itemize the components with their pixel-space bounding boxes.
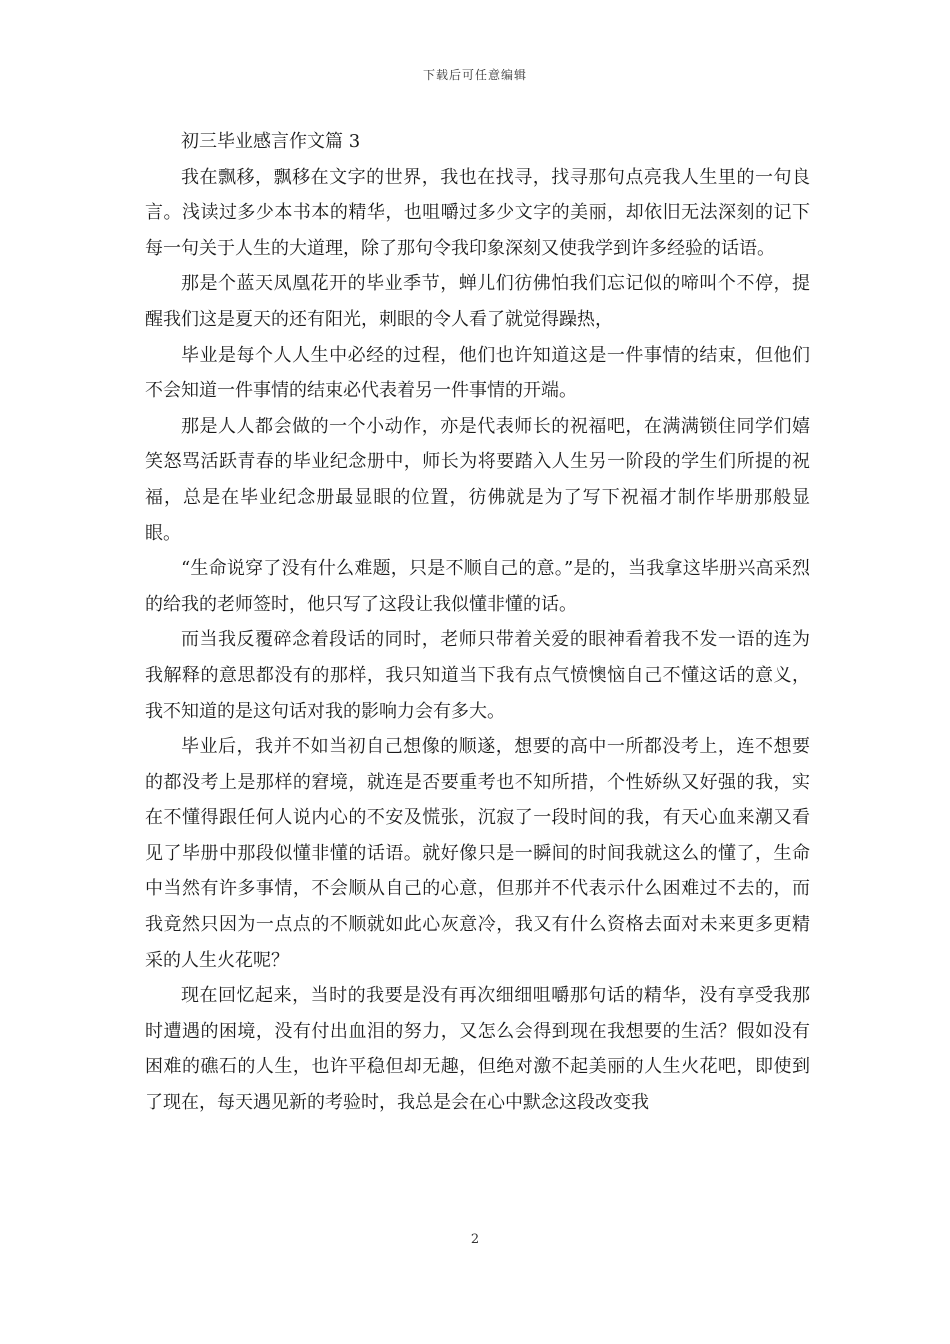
paragraph: 而当我反覆碎念着段话的同时，老师只带着关爱的眼神看着我不发一语的连为我解释的意思都没有的那样，我只知道当下我有点气愤懊恼自己不懂这话的意义，我不知道的是这句话对我的影响力会有多大。 (145, 629, 810, 722)
page-header: 下载后可任意编辑 (422, 68, 527, 82)
paragraph: 那是人人都会做的一个小动作，亦是代表师长的祝福吧，在满满锁住同学们嬉笑怒骂活跃青春的毕业纪念册中，师长为将要踏入人生另一阶段的学生们所提的祝福，总是在毕业纪念册最显眼的位置，彷佛就是为了写下祝福才制作毕册那般显眼。 (145, 415, 810, 544)
document-body (145, 124, 810, 1121)
page-number: 2 (470, 1232, 480, 1247)
paragraph: 我在飘移，飘移在文字的世界，我也在找寻，找寻那句点亮我人生里的一句良言。浅读过多少本书本的精华，也咀嚼过多少文字的美丽，却依旧无法深刻的记下每一句关于人生的大道理，除了那句令我印象深刻又使我学到许多经验的话语。 (145, 166, 810, 259)
paragraph: 那是个蓝天凤凰花开的毕业季节，蝉儿们彷佛怕我们忘记似的啼叫个不停，提醒我们这是夏天的还有阳光，刺眼的令人看了就觉得躁热， (145, 273, 810, 330)
paragraph: 毕业是每个人人生中必经的过程，他们也许知道这是一件事情的结束，但他们不会知道一件事情的结束必代表着另一件事情的开端。 (145, 344, 810, 402)
paragraph: 现在回忆起来，当时的我要是没有再次细细咀嚼那句话的精华，没有享受我那时遭遇的困境，没有付出血泪的努力，又怎么会得到现在我想要的生活？假如没有困难的礁石的人生，也许平稳但却无趣，但绝对激不起美丽的人生火花吧，即使到了现在，每天遇见新的考验时，我总是会在心中默念这段改变我 (145, 985, 810, 1114)
paragraph: “生命说穿了没有什么难题，只是不顺自己的意。”是的，当我拿这毕册兴高采烈的给我的老师签时，他只写了这段让我似懂非懂的话。 (145, 558, 810, 615)
paragraph: 毕业后，我并不如当初自己想像的顺遂，想要的高中一所都没考上，连不想要的都没考上是那样的窘境，就连是否要重考也不知所措，个性娇纵又好强的我，实在不懂得跟任何人说内心的不安及慌张，沉寂了一段时间的我，有天心血来潮又看见了毕册中那段似懂非懂的话语。就好像只是一瞬间的时间我就这么的懂了，生命中当然有许多事情，不会顺从自己的心意，但那并不代表示什么困难过不去的，而我竟然只因为一点点的不顺就如此心灰意冷，我又有什么资格去面对未来更多更精采的人生火花呢？ (145, 736, 810, 971)
section-title: 初三毕业感言作文篇 3 (181, 131, 361, 152)
